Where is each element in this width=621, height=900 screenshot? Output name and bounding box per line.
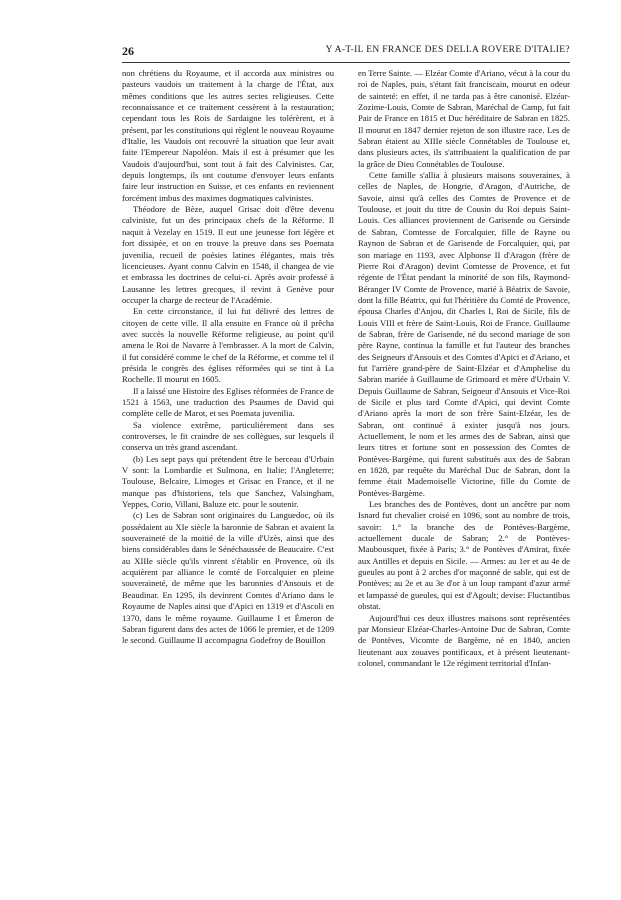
paragraph: Aujourd'hui ces deux illustres maisons sont représentées par Monsieur Elzéar-Charles-Antoine Duc de Sabran, Comte de Pontèves, Vicomte de Bargème, né en 1840, ancien lieutenant aux zouaves pontificaux, et à présent lieutenant-colonel, commandant le 12e régiment territorial d'Infan- [358,612,570,668]
right-column [358,68,570,848]
page-number: 26 [122,44,134,58]
paragraph: Il a laissé une Histoire des Eglises réformées de France de 1521 à 1563, une traduction des Psaumes de David qui complète celle de Marot, et ses Poemata juvenilia. [122,385,334,419]
paragraph: En cette circonstance, il lui fut délivré des lettres de citoyen de cette ville. Il alla ensuite en France où il prêcha avec succès la nouvelle Réforme religieuse, au point qu'il amena le Roi de Navarre à l'embrasser. A la mort de Calvin, il fut considéré comme le chef de la Réforme, et comme tel il présida le congrès des églises réformées qui se tint à La Rochelle. Il mourut en 1605. [122,306,334,385]
paragraph: en Terre Sainte. — Elzéar Comte d'Ariano, vécut à la cour du roi de Naples, puis, s'étant fait franciscain, mourut en odeur de sainteté: en effet, il ne tarda pas à être canonisé. Elzéar-Zozime-Louis, Comte de Sabran, Maréchal de Camp, fut fait Pair de France en 1815 et Duc héréditaire de Sabran en 1825. Il mourut en 1847 dernier rejeton de son illustre race. Les de Sabran étaient au XIIIe siècle Connétables de Toulouse et, dans plusieurs actes, ils s'attribuaient la qualification de par la grâce de Dieu Connétables de Toulouse. [358,68,570,169]
header-rule [122,62,570,63]
footnote-b: (b) Les sept pays qui prétendent être le berceau d'Urbain V sont: la Lombardie et Sulmona, en Italie; l'Angleterre; Toulouse, Belcaire, Limoges et Grisac en France, et il ne manque pas d'historiens, tels que Sanchez, Valsingham, Yeppes, Corio, Villani, Baluze etc. pour le soutenir. [122,453,334,510]
left-column [122,68,334,848]
footnote-c: (c) Les de Sabran sont originaires du Languedoc, où ils possédaient au XIe siècle la baronnie de Sabran et avaient la souveraineté de la moitié de la ville d'Uzès, ainsi que des biens considérables dans le Sénéchaussée de Beaucaire. C'est au XIIIe siècle qu'ils vinrent s'établir en Provence, où ils acquièrent par alliance le comté de Forcalquier en pleine souveraineté, de même que les baronnies d'Ansouis et de Beaudinar. En 1295, ils devinrent Comtes d'Ariano dans le Royaume de Naples ainsi que d'Apici en 1319 et d'Ascoli en 1370, dans le même royaume. Guillaume I et Émeron de Sabran figurent dans des actes de 1066 le premier, et de 1209 le second. Guillaume II accompagna Godefroy de Bouillon [122,510,334,646]
page-header [122,44,570,60]
paragraph: non chrétiens du Royaume, et il accorda aux ministres ou pasteurs vaudois un traitement à la charge de l'État, aux mêmes conditions que les autres sectes religieuses. Cette reconnaissance et ce traitement cessèrent à la restauration; cependant tous les Rois de Sardaigne les tolérèrent, et à présent, par les constitutions qui règlent le nouveau Royaume d'Italie, les Vaudois ont recouvré la situation que leur avait faite l'Empereur Napoléon. Mais il est à présumer que les Vaudois d'aujourd'hui, sont tout à fait des Calvinistes. Car, depuis longtemps, ils ont coutume d'envoyer leurs enfants faire leur instruction en Suisse, et ces enfants en reviennent forcément imbus des maximes dogmatiques calvinistes. [122,68,334,203]
running-title: Y A-T-IL EN FRANCE DES DELLA ROVERE D'ITALIE? [325,45,570,55]
paragraph: Sa violence extrême, particulièrement dans ses controverses, le fit craindre de ses collègues, sur lesquels il conserva un très grand ascendant. [122,419,334,453]
paragraph: Cette famille s'allia à plusieurs maisons souveraines, à celles de Naples, de Hongrie, d'Aragon, d'Autriche, de Savoie, ainsi qu'à celles des Comtes de Provence et de Toulouse, et jouit du titre de Cousin du Roi depuis Saint-Louis. Ces alliances proviennent de Garisende ou Gersinde de Sabran, Comtesse de Forcalquier, fille de Rayne ou Raynon de Sabran et de Garisende de Forcalquier, qui, par son mariage en 1193, avec Alphonse II d'Aragon (frère de Pierre Roi d'Aragon) devint Comtesse de Provence, et fut régente de l'État pendant la minorité de son fils, Raymond-Béranger IV Comte de Provence, marié à Béatrix de Savoie, dont la fille Béatrix, qui fut l'héritière du Comté de Provence, épousa Charles d'Anjou, dit Charles I, Roi de Sicile, fils de Louis VIII et frère de Saint-Louis, Roi de France. Guillaume de Sabran, frère de Garisende, né du second mariage de son père Rayne, continua la famille et fut l'auteur des branches des Seigneurs d'Ansouis et des Comtes d'Apici et d'Ariano, et fut l'arrière grand-père de Saint-Elzéar et d'Amphelise du Sabran mariée à Guillaume de Grimoard et mère d'Urbain V. Depuis Guillaume de Sabran, Seigneur d'Ansouis et Vice-Roi de Sicile et plus tard Comte d'Apici, qui devint Comte d'Ariano après la mort de son frère Saint-Elzéar, les de Sabran, ont continué à exister jusqu'à nos jours. Actuellement, le nom et les armes des de Sabran, ainsi que leurs titres et fortune sont en possession des Comtes de Pontèves-Bargème, qui furent substitués aux des de Sabran en 1828, par requête du Maréchal Duc de Sabran, dont la femme était Mademoiselle Victorine, fille du Comte de Pontèves-Bargème. [358,170,570,498]
paragraph: Les branches des de Pontèves, dont un ancêtre par nom Isnard fut chevalier croisé en 1096, sont au nombre de trois, savoir: 1.° la branche des de Pontèves-Bargème, actuellement ducale de Sabran; 2.° de Pontèves-Maubousquet, fixée à Paris; 3.° de Pontèves d'Amirat, fixée aux Antilles et depuis en Sicile. — Armes: au 1er et au 4e de gueules au pont à 2 arches d'or maçonné de sable, qui est de Pontèves; au 2e et au 3e d'or à un loup rampant d'azur armé et lampassé de gueules, qui est d'Agoult; devise: Fluctantibus obstat. [358,499,570,612]
paragraph: Théodore de Bèze, auquel Grisac doit d'être devenu calviniste, fut un des principaux chefs de la Réforme. Il naquit à Vezelay en 1519. Il eut une jeunesse fort légère et fort dissipée, et on en trouve la preuve dans ses Poemata juvenilia, recueil de poésies latines élégantes, mais très licencieuses. Ayant connu Calvin en 1548, il changea de vie et embrassa les doctrines de celui-ci. Après avoir professé à Lausanne les lettres grecques, il revint à Genève pour occuper la charge de recteur de l'Académie. [122,204,334,305]
